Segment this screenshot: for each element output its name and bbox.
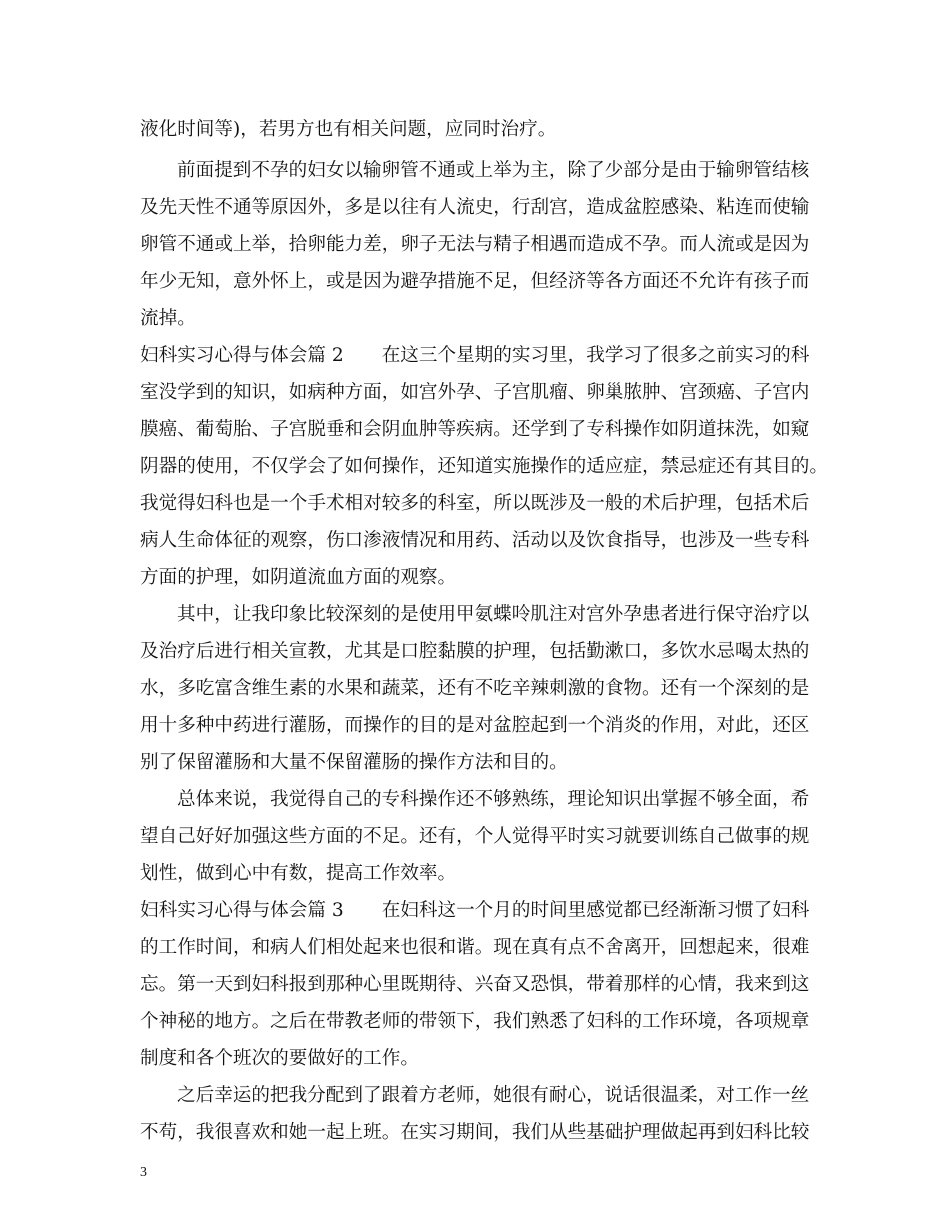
text-line: 及治疗后进行相关宣教，尤其是口腔黏膜的护理，包括勤漱口，多饮水忌喝太热的 [140, 641, 810, 662]
text-line: 忘。第一天到妇科报到那种心里既期待、兴奋又恐惧，带着那样的心情，我来到这 [140, 974, 810, 995]
text-line: 在妇科这一个月的时间里感觉都已经渐渐习惯了妇科 [381, 900, 810, 921]
text-line: 别了保留灌肠和大量不保留灌肠的操作方法和目的。 [140, 752, 568, 773]
text-line: 膜癌、葡萄胎、子宫脱垂和会阴血肿等疾病。还学到了专科操作如阴道抹洗，如窥 [140, 419, 810, 440]
paragraph-first-line: 前面提到不孕的妇女以输卵管不通或上举为主，除了少部分是由于输卵管结核 [177, 160, 810, 181]
text-line: 水，多吃富含维生素的水果和蔬菜，还有不吃辛辣刺激的食物。还有一个深刻的是 [140, 678, 810, 699]
paragraph-first-line: 其中，让我印象比较深刻的是使用甲氨蝶呤肌注对宫外孕患者进行保守治疗以 [177, 604, 810, 625]
text-line: 望自己好好加强这些方面的不足。还有，个人觉得平时实习就要训练自己做事的规 [140, 826, 810, 847]
text-line: 阴器的使用，不仅学会了如何操作，还知道实施操作的适应症，禁忌症还有其目的。 [140, 456, 828, 477]
text-line: 在这三个星期的实习里，我学习了很多之前实习的科 [381, 345, 810, 366]
paragraph-first-line: 总体来说，我觉得自己的专科操作还不够熟练，理论知识出掌握不够全面，希 [177, 789, 810, 810]
text-line: 及先天性不通等原因外，多是以往有人流史，行刮宫，造成盆腔感染、粘连而使输 [140, 197, 810, 218]
page-number: 3 [140, 1165, 147, 1180]
text-line: 病人生命体征的观察，伤口渗液情况和用药、活动以及饮食指导，也涉及一些专科 [140, 530, 810, 551]
text-line: 室没学到的知识，如病种方面，如宫外孕、子宫肌瘤、卵巢脓肿、宫颈癌、子宫内 [140, 382, 810, 403]
text-line: 液化时间等)，若男方也有相关问题，应同时治疗。 [140, 119, 557, 140]
text-line: 卵管不通或上举，拾卵能力差，卵子无法与精子相遇而造成不孕。而人流或是因为 [140, 234, 810, 255]
text-line: 的工作时间，和病人们相处起来也很和谐。现在真有点不舍离开，回想起来，很难 [140, 937, 810, 958]
text-line: 个神秘的地方。之后在带教老师的带领下，我们熟悉了妇科的工作环境，各项规章 [140, 1011, 810, 1032]
section-heading: 妇科实习心得与体会篇 3 [140, 900, 344, 921]
text-line: 划性，做到心中有数，提高工作效率。 [140, 863, 457, 884]
section-heading-line [140, 344, 820, 368]
text-line: 流掉。 [140, 308, 196, 329]
paragraph-first-line: 之后幸运的把我分配到了跟着方老师，她很有耐心，说话很温柔，对工作一丝 [177, 1085, 810, 1106]
text-line: 制度和各个班次的要做好的工作。 [140, 1048, 419, 1069]
section-heading: 妇科实习心得与体会篇 2 [140, 345, 344, 366]
section-heading-line [140, 899, 820, 923]
text-line: 方面的护理，如阴道流血方面的观察。 [140, 567, 457, 588]
text-line: 用十多种中药进行灌肠，而操作的目的是对盆腔起到一个消炎的作用，对此，还区 [140, 715, 810, 736]
text-line: 年少无知，意外怀上，或是因为避孕措施不足，但经济等各方面还不允许有孩子而 [140, 271, 810, 292]
text-line: 不苟，我很喜欢和她一起上班。在实习期间，我们从些基础护理做起再到妇科比较 [140, 1122, 810, 1143]
text-line: 我觉得妇科也是一个手术相对较多的科室，所以既涉及一般的术后护理，包括术后 [140, 493, 810, 514]
